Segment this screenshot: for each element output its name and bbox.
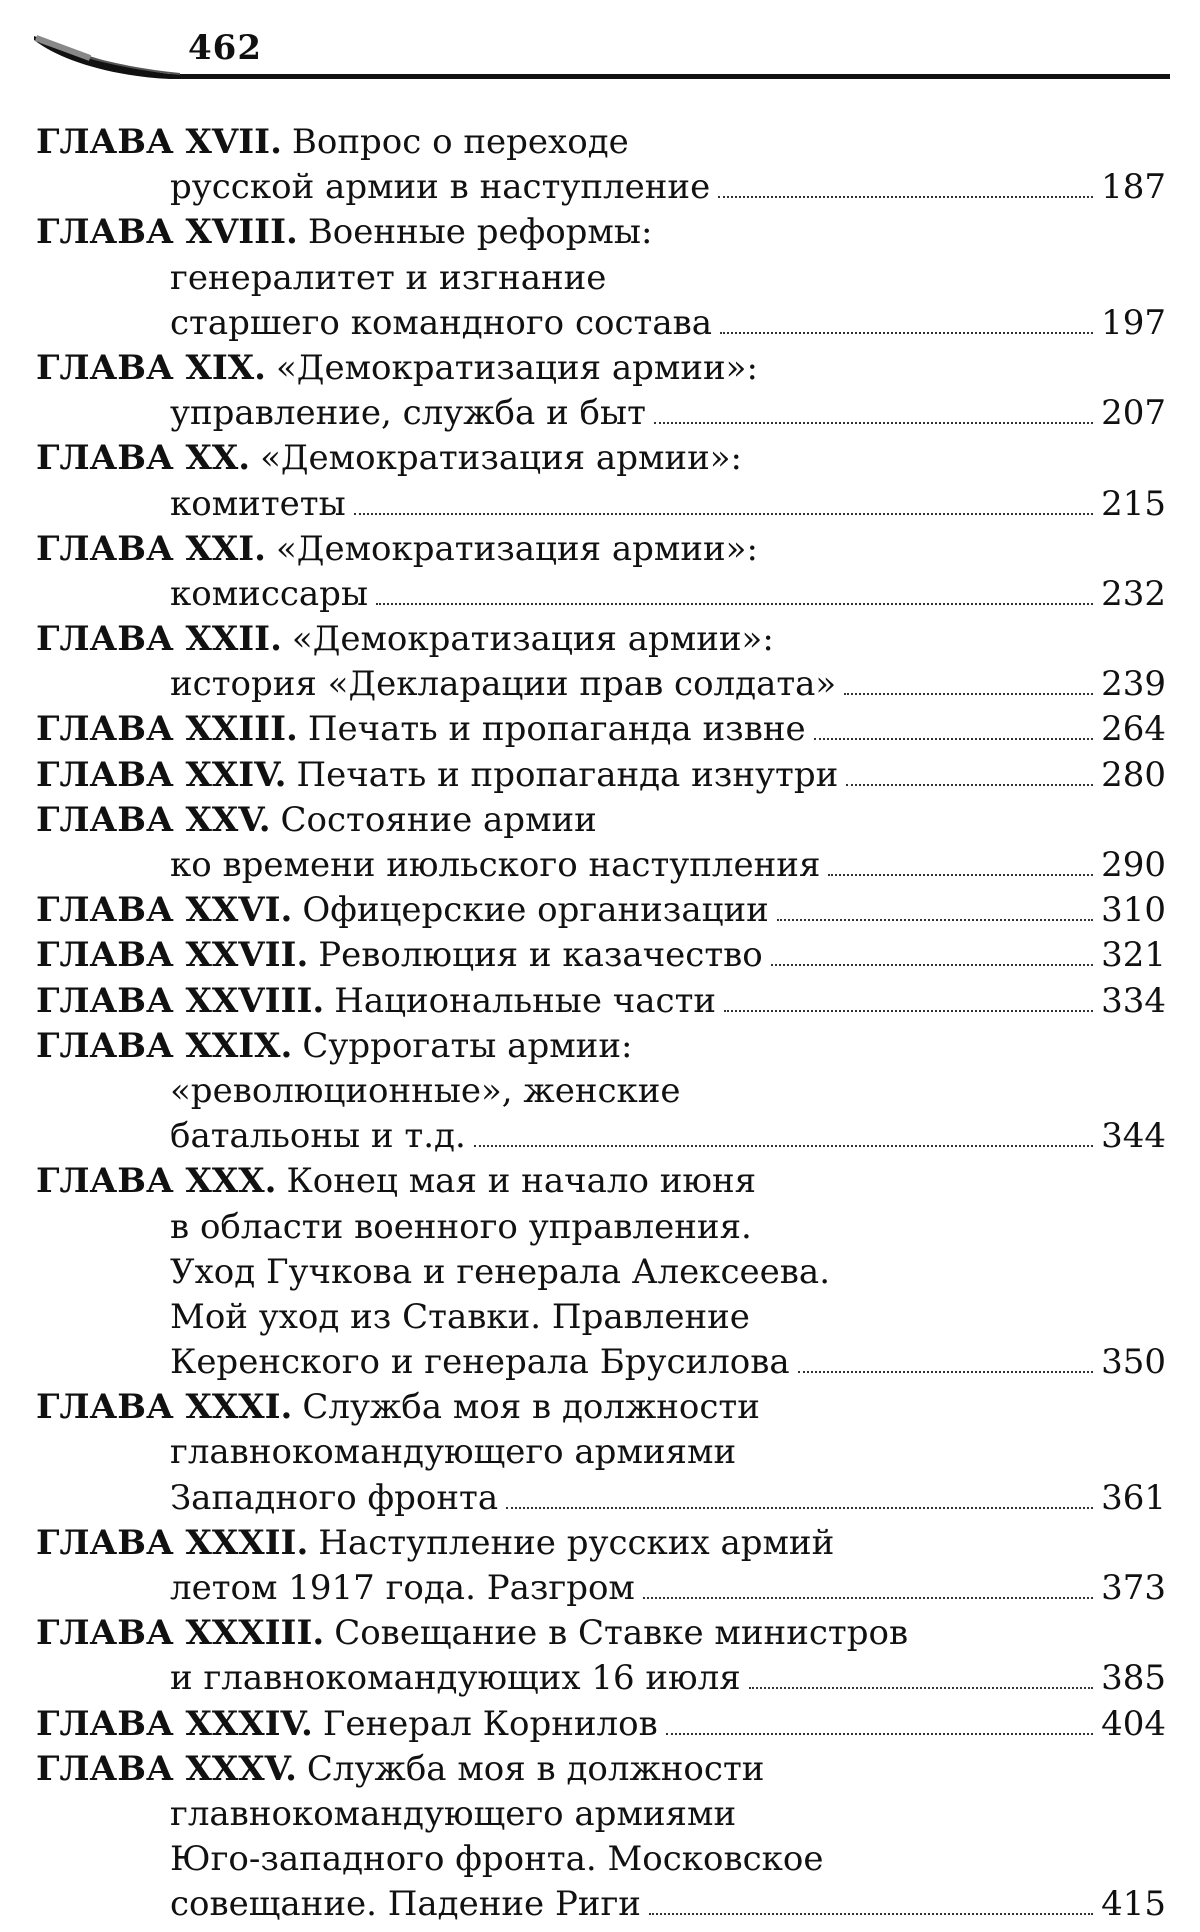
dot-leader bbox=[777, 919, 1093, 921]
dot-leader bbox=[474, 1145, 1093, 1147]
chapter-number: ГЛАВА XXIX. bbox=[36, 1025, 293, 1066]
chapter-title-line: комитеты bbox=[170, 483, 346, 524]
chapter-title-line: ко времени июльского наступления bbox=[170, 845, 821, 885]
toc-entry bbox=[36, 753, 1166, 798]
toc-line bbox=[36, 798, 1166, 843]
chapter-title-line: Уход Гучкова и генерала Алексеева. bbox=[170, 1251, 831, 1292]
chapter-title-line: и главнокомандующих 16 июля bbox=[170, 1658, 741, 1699]
toc-line bbox=[36, 1205, 1166, 1250]
toc-entry bbox=[36, 1385, 1166, 1521]
chapter-title-line: Вопрос о переходе bbox=[291, 122, 629, 162]
dot-leader bbox=[814, 738, 1093, 740]
table-of-contents bbox=[36, 120, 1166, 1928]
toc-line bbox=[36, 210, 1166, 255]
dot-leader bbox=[506, 1507, 1093, 1509]
dot-leader bbox=[771, 964, 1093, 966]
toc-line bbox=[36, 1385, 1166, 1430]
chapter-title-line: Революция и казачество bbox=[318, 935, 763, 976]
chapter-number: ГЛАВА XXXIII. bbox=[36, 1613, 325, 1654]
toc-entry bbox=[36, 933, 1166, 978]
toc-entry bbox=[36, 1702, 1166, 1747]
toc-entry bbox=[36, 1159, 1166, 1385]
chapter-title-line: Служба моя в должности bbox=[302, 1387, 760, 1428]
toc-line bbox=[36, 1340, 1166, 1385]
chapter-title-line: батальоны и т.д. bbox=[170, 1116, 466, 1157]
toc-entry bbox=[36, 527, 1166, 617]
toc-line bbox=[36, 888, 1166, 933]
dot-leader bbox=[749, 1687, 1093, 1689]
chapter-title-line: генералитет и изгнание bbox=[170, 257, 607, 298]
chapter-title-line: «Демократизация армии»: bbox=[276, 528, 758, 569]
page-reference: 404 bbox=[1101, 1703, 1166, 1744]
chapter-title-line: Служба моя в должности bbox=[306, 1748, 765, 1789]
chapter-title-line: Наступление русских армий bbox=[318, 1522, 835, 1563]
toc-line bbox=[36, 1114, 1166, 1159]
toc-line bbox=[36, 1611, 1166, 1656]
dot-leader bbox=[354, 513, 1093, 515]
chapter-title-line: Генерал Корнилов bbox=[322, 1703, 658, 1744]
page-reference: 187 bbox=[1101, 167, 1166, 208]
chapter-number: ГЛАВА XXXIV. bbox=[36, 1703, 313, 1744]
page-reference: 310 bbox=[1101, 890, 1166, 931]
chapter-title-line: комиссары bbox=[170, 573, 369, 614]
toc-line bbox=[36, 1747, 1166, 1792]
chapter-number: ГЛАВА XXXV. bbox=[36, 1748, 297, 1789]
toc-line bbox=[36, 753, 1166, 798]
toc-line bbox=[36, 1476, 1166, 1521]
dot-leader bbox=[846, 784, 1093, 786]
toc-line bbox=[36, 120, 1166, 165]
chapter-number: ГЛАВА XVII. bbox=[36, 122, 282, 162]
toc-line bbox=[36, 1024, 1166, 1069]
chapter-number: ГЛАВА XXIII. bbox=[36, 709, 298, 750]
chapter-number: ГЛАВА XIX. bbox=[36, 347, 266, 388]
chapter-title-line: главнокомандующего армиями bbox=[170, 1432, 737, 1473]
dot-leader bbox=[724, 1010, 1093, 1012]
toc-line bbox=[36, 1656, 1166, 1701]
page-reference: 232 bbox=[1101, 573, 1166, 614]
chapter-number: ГЛАВА XXXII. bbox=[36, 1522, 309, 1563]
dot-leader bbox=[718, 196, 1093, 198]
page-reference: 361 bbox=[1101, 1477, 1166, 1518]
toc-line bbox=[36, 1250, 1166, 1295]
toc-line bbox=[36, 707, 1166, 752]
chapter-number: ГЛАВА XXVII. bbox=[36, 935, 309, 976]
toc-line bbox=[36, 617, 1166, 662]
page-reference: 344 bbox=[1101, 1116, 1166, 1157]
chapter-title-line: русской армии в наступление bbox=[170, 167, 711, 208]
chapter-title-line: «революционные», женские bbox=[170, 1070, 681, 1111]
chapter-title-line: Мой уход из Ставки. Правление bbox=[170, 1296, 750, 1337]
toc-line bbox=[36, 1521, 1166, 1566]
chapter-title-line: управление, служба и быт bbox=[170, 393, 646, 434]
toc-entry bbox=[36, 436, 1166, 526]
chapter-title-line: Состояние армии bbox=[280, 799, 597, 840]
page-reference: 415 bbox=[1101, 1884, 1166, 1925]
chapter-title-line: летом 1917 года. Разгром bbox=[170, 1568, 635, 1608]
toc-entry bbox=[36, 1747, 1166, 1928]
toc-line bbox=[36, 1295, 1166, 1340]
page-reference: 215 bbox=[1101, 483, 1166, 524]
toc-line bbox=[36, 1882, 1166, 1927]
toc-line bbox=[36, 1159, 1166, 1204]
toc-entry bbox=[36, 120, 1166, 210]
toc-line bbox=[36, 482, 1166, 527]
chapter-number: ГЛАВА XXXI. bbox=[36, 1387, 293, 1428]
chapter-number: ГЛАВА XXV. bbox=[36, 799, 271, 840]
dot-leader bbox=[666, 1733, 1093, 1735]
toc-line bbox=[36, 165, 1166, 210]
chapter-number: ГЛАВА XXI. bbox=[36, 528, 266, 569]
page-reference: 385 bbox=[1101, 1658, 1166, 1699]
page-reference: 350 bbox=[1101, 1342, 1166, 1383]
toc-line bbox=[36, 933, 1166, 978]
chapter-number: ГЛАВА XXVIII. bbox=[36, 980, 325, 1021]
page-reference: 197 bbox=[1101, 302, 1166, 343]
chapter-title-line: история «Декларации прав солдата» bbox=[170, 664, 837, 705]
toc-line bbox=[36, 256, 1166, 301]
chapter-title-line: Печать и пропаганда изнутри bbox=[296, 754, 839, 795]
dot-leader bbox=[654, 422, 1093, 424]
chapter-title-line: «Демократизация армии»: bbox=[260, 438, 742, 479]
toc-entry bbox=[36, 1611, 1166, 1701]
page-reference: 264 bbox=[1101, 709, 1166, 750]
chapter-title-line: «Демократизация армии»: bbox=[291, 619, 774, 660]
toc-line bbox=[36, 346, 1166, 391]
chapter-title-line: Офицерские организации bbox=[302, 890, 769, 931]
dot-leader bbox=[844, 693, 1093, 695]
chapter-title-line: Конец мая и начало июня bbox=[286, 1161, 757, 1202]
toc-line bbox=[36, 1702, 1166, 1747]
page-reference: 334 bbox=[1101, 980, 1166, 1021]
toc-line bbox=[36, 662, 1166, 707]
chapter-title-line: в области военного управления. bbox=[170, 1206, 752, 1247]
toc-line bbox=[36, 572, 1166, 617]
chapter-title-line: «Демократизация армии»: bbox=[276, 347, 758, 388]
chapter-number: ГЛАВА XXIV. bbox=[36, 754, 287, 795]
dot-leader bbox=[643, 1597, 1093, 1599]
toc-line bbox=[36, 979, 1166, 1024]
chapter-title-line: старшего командного состава bbox=[170, 302, 713, 343]
chapter-title-line: Керенского и генерала Брусилова bbox=[170, 1342, 790, 1383]
toc-line bbox=[36, 1430, 1166, 1475]
chapter-title-line: Совещание в Ставке министров bbox=[334, 1613, 909, 1654]
toc-entry bbox=[36, 979, 1166, 1024]
dot-leader bbox=[376, 603, 1093, 605]
dot-leader bbox=[798, 1371, 1093, 1373]
chapter-title-line: Военные реформы: bbox=[307, 212, 653, 253]
chapter-number: ГЛАВА XXX. bbox=[36, 1161, 277, 1202]
page-reference: 207 bbox=[1101, 393, 1166, 434]
toc-line bbox=[36, 1566, 1166, 1611]
toc-entry bbox=[36, 888, 1166, 933]
chapter-title-line: Суррогаты армии: bbox=[302, 1025, 633, 1066]
toc-line bbox=[36, 1837, 1166, 1882]
dot-leader bbox=[649, 1913, 1093, 1915]
toc-line bbox=[36, 843, 1166, 888]
toc-entry bbox=[36, 1024, 1166, 1160]
toc-entry bbox=[36, 346, 1166, 436]
chapter-title-line: Национальные части bbox=[334, 980, 717, 1021]
chapter-title-line: главнокомандующего армиями bbox=[170, 1793, 737, 1834]
page-reference: 280 bbox=[1101, 754, 1166, 795]
chapter-title-line: совещание. Падение Риги bbox=[170, 1884, 641, 1925]
chapter-title-line: Печать и пропаганда извне bbox=[307, 709, 806, 750]
chapter-title-line: Западного фронта bbox=[170, 1477, 499, 1518]
toc-entry bbox=[36, 798, 1166, 888]
page-number: 462 bbox=[188, 28, 262, 68]
dot-leader bbox=[720, 332, 1093, 334]
toc-line bbox=[36, 527, 1166, 572]
toc-entry bbox=[36, 617, 1166, 707]
page-reference: 373 bbox=[1101, 1568, 1166, 1608]
toc-line bbox=[36, 391, 1166, 436]
dot-leader bbox=[828, 874, 1093, 876]
toc-line bbox=[36, 436, 1166, 481]
toc-entry bbox=[36, 210, 1166, 346]
toc-line bbox=[36, 1792, 1166, 1837]
chapter-number: ГЛАВА XXVI. bbox=[36, 890, 293, 931]
toc-line bbox=[36, 1069, 1166, 1114]
toc-line bbox=[36, 301, 1166, 346]
chapter-number: ГЛАВА XXII. bbox=[36, 619, 282, 660]
toc-entry bbox=[36, 707, 1166, 752]
page-header bbox=[0, 0, 1200, 110]
toc-entry bbox=[36, 1521, 1166, 1611]
chapter-number: ГЛАВА XX. bbox=[36, 438, 251, 479]
page-reference: 239 bbox=[1101, 664, 1166, 705]
chapter-title-line: Юго-западного фронта. Московское bbox=[170, 1839, 824, 1880]
chapter-number: ГЛАВА XVIII. bbox=[36, 212, 298, 253]
page-reference: 321 bbox=[1101, 935, 1166, 976]
page-reference: 290 bbox=[1101, 845, 1166, 885]
